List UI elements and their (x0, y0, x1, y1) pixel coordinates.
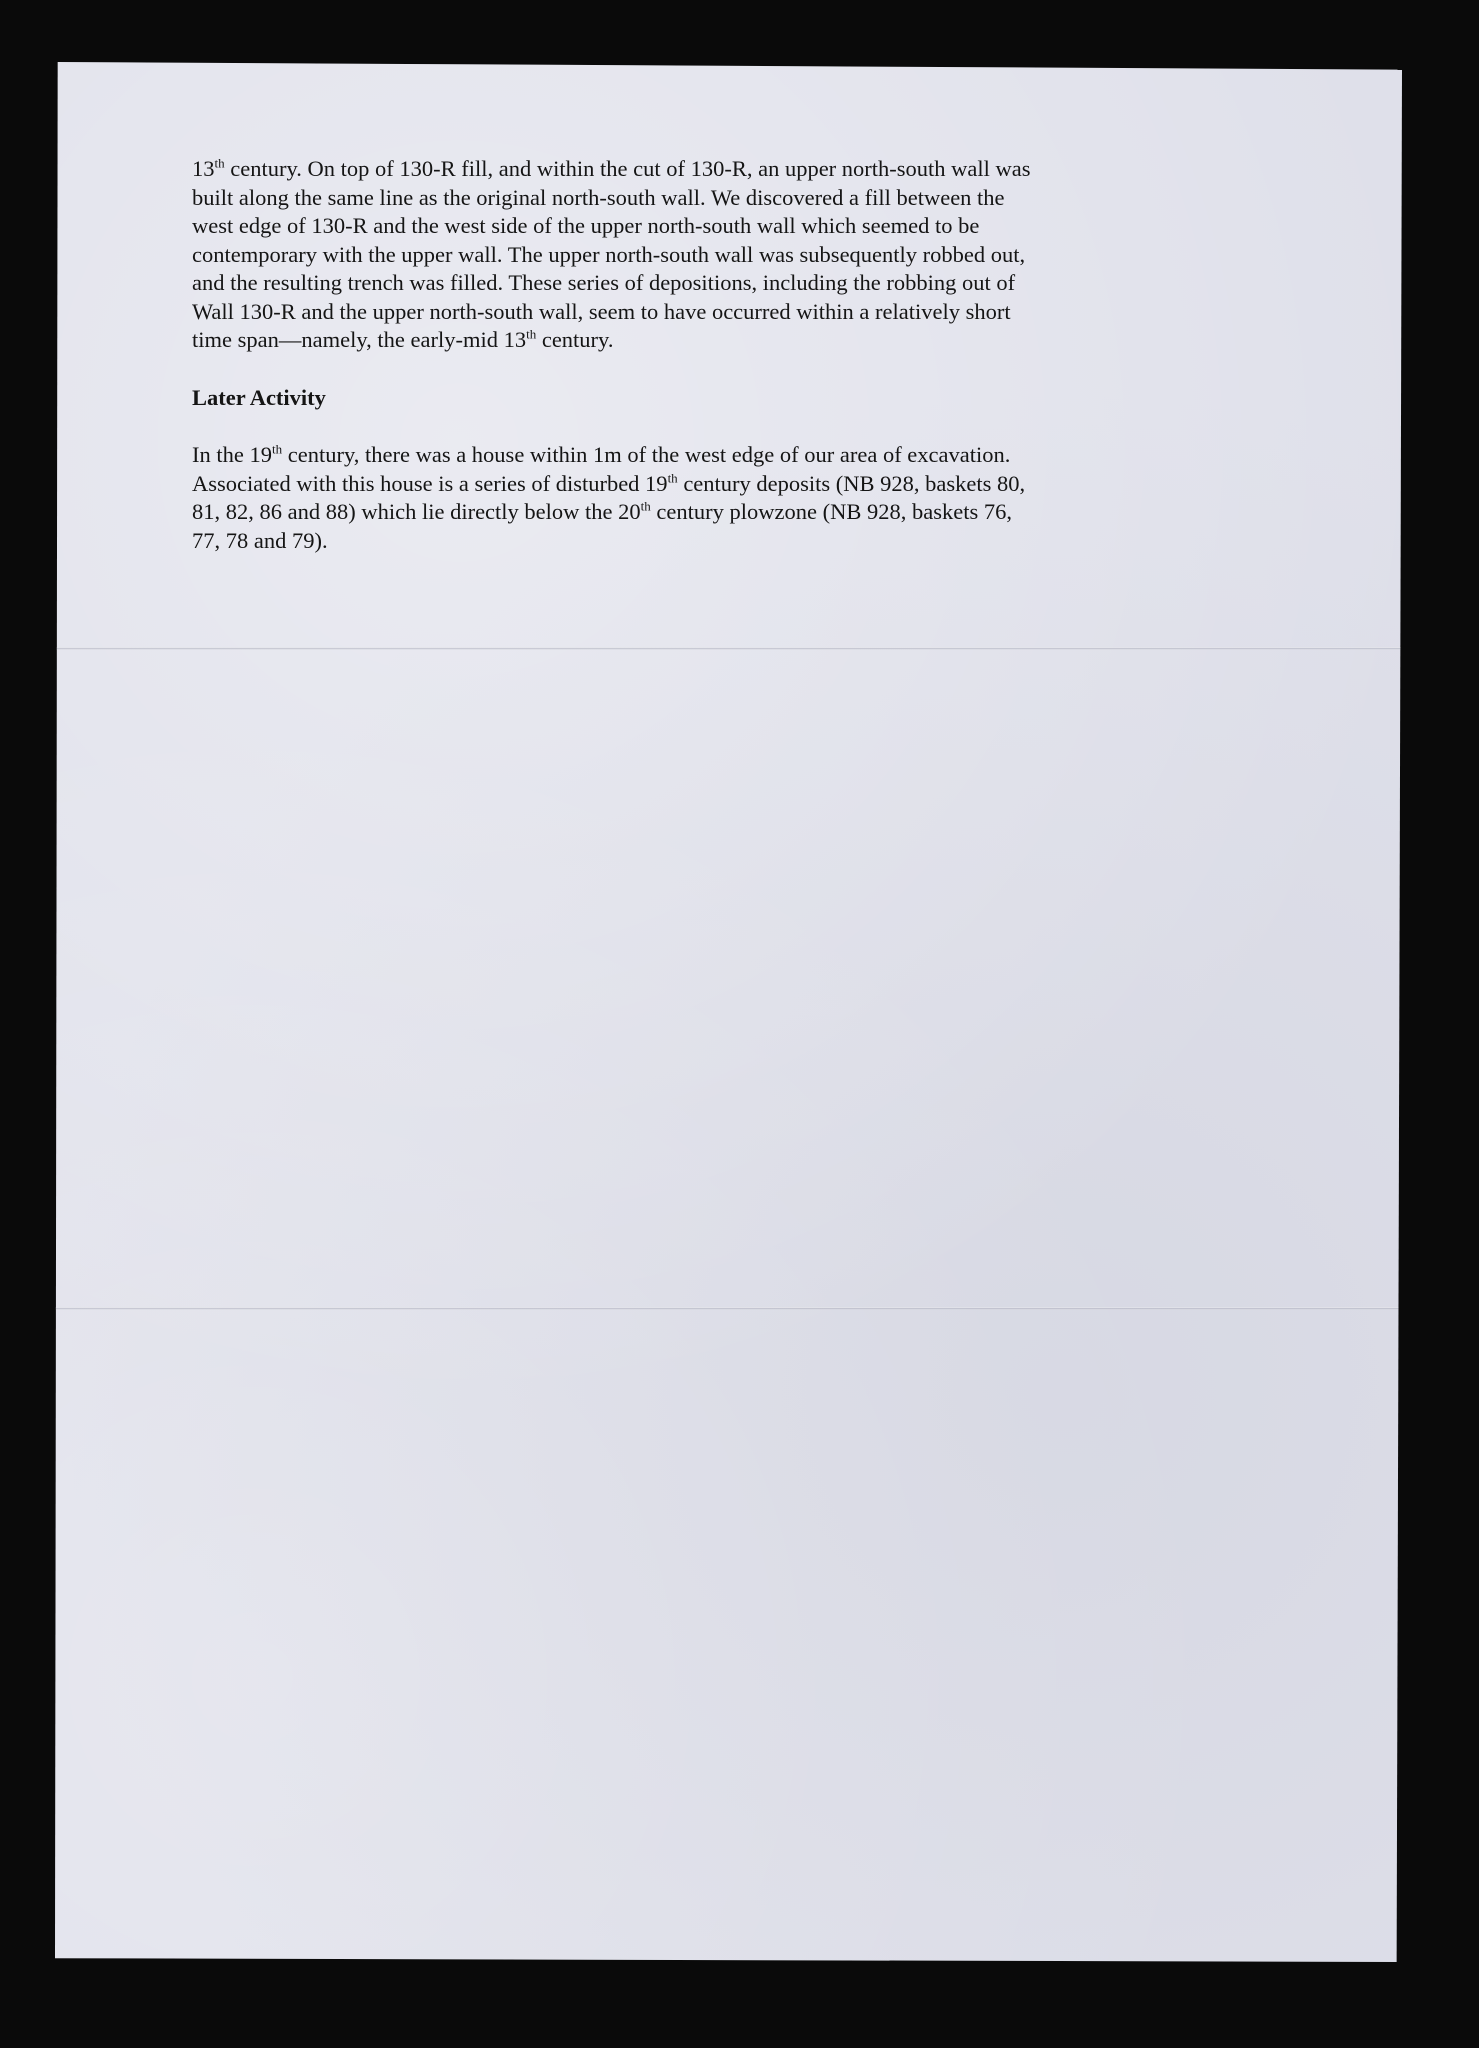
text-run: century plowzone (NB 928, baskets 76, (650, 499, 1012, 524)
text-run: time span—namely, the early-mid 13 (192, 327, 527, 352)
text-run: 13 (192, 156, 215, 181)
section-heading: Later Activity (192, 384, 326, 410)
document-body (192, 155, 1152, 555)
text-run: century. (536, 327, 614, 352)
paragraph-construction-sequence (192, 155, 1152, 355)
text-run: Associated with this house is a series of disturbed 19 (192, 470, 668, 496)
text-line (192, 212, 1152, 241)
text-run: century. On top of 130-R fill, and within the cut of 130-R, an upper north-south wall was (224, 156, 1031, 181)
paper-fold-line (55, 647, 1402, 650)
text-run: Wall 130-R and the upper north-south wall, seem to have occurred within a relatively short (192, 298, 1011, 324)
text-run: In the 19 (192, 442, 272, 467)
text-line (192, 441, 1152, 470)
text-line (192, 269, 1152, 298)
paper-fold-line (55, 1307, 1402, 1310)
text-line (192, 155, 1152, 184)
text-run: and the resulting trench was filled. These series of depositions, including the robbing out of (192, 270, 1016, 295)
text-line (192, 184, 1152, 213)
text-run: built along the same line as the original north-south wall. We discovered a fill between the (192, 184, 1005, 210)
text-run: west edge of 130-R and the west side of the upper north-south wall which seemed to be (192, 213, 980, 238)
ordinal-superscript: th (526, 326, 537, 342)
ordinal-superscript: th (667, 470, 678, 485)
text-run: contemporary with the upper wall. The upper north-south wall was subsequently robbed out, (192, 241, 1026, 267)
text-line (192, 298, 1152, 327)
text-run: century deposits (NB 928, baskets 80, (677, 470, 1026, 496)
ordinal-superscript: th (214, 155, 225, 171)
text-line (192, 241, 1152, 270)
text-run: 77, 78 and 79). (192, 527, 328, 553)
text-run: 81, 82, 86 and 88) which lie directly below the 20 (192, 499, 641, 524)
ordinal-superscript: th (271, 441, 283, 457)
text-run: century, there was a house within 1m of the west edge of our area of excavation. (282, 442, 1011, 467)
ordinal-superscript: th (640, 498, 651, 514)
text-line (192, 527, 1152, 556)
paragraph-later-activity (192, 441, 1152, 555)
text-line (192, 326, 1152, 355)
text-line (192, 470, 1152, 499)
text-line (192, 498, 1152, 527)
